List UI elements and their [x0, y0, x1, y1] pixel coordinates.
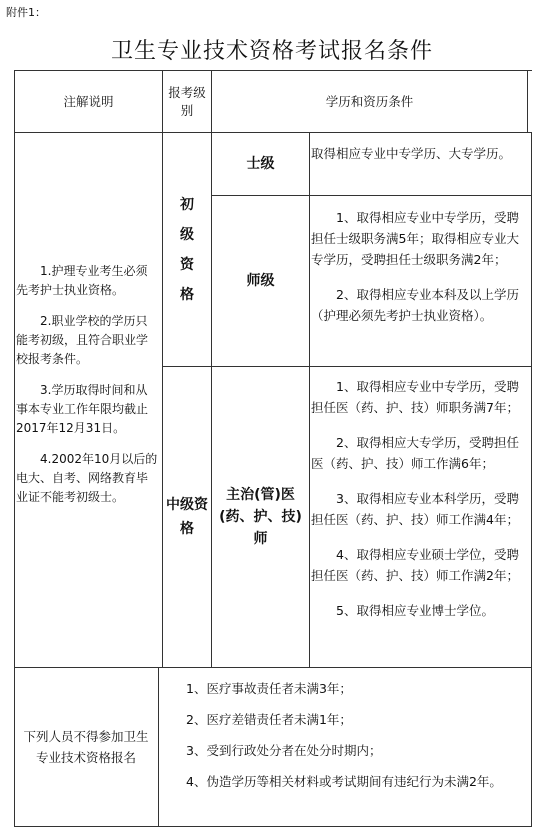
table-border-left	[14, 70, 15, 827]
restriction-item: 3、受到行政处分者在处分时期内；	[186, 743, 382, 758]
note-item: 3.学历取得时间和从事本专业工作年限均截止2017年12月31日。	[16, 383, 149, 435]
condition-item: 5、取得相应专业博士学位。	[336, 603, 494, 618]
note-item: 2.职业学校的学历只能考初级，且符合职业学校报考条件。	[16, 314, 149, 366]
bottom-column-divider	[158, 667, 159, 827]
header-conditions: 学历和资历条件	[325, 94, 414, 109]
note-item: 1.护理专业考生必须先考护士执业资格。	[16, 264, 148, 297]
grade-shiji: 师级	[246, 272, 275, 289]
grade-zhuzhi: 主治(管)医 (药、护、技) 师	[219, 487, 302, 547]
level-junior: 初 级 资 格	[180, 196, 194, 303]
grade-column-divider	[309, 132, 310, 668]
grade-shi: 士级	[246, 155, 275, 172]
condition-item: 1、取得相应专业中专学历，受聘担任士级职务满5年；取得相应专业大专学历，受聘担任士级职务满2年；	[311, 210, 519, 267]
condition-item: 2、取得相应专业本科及以上学历（护理必须先考护士执业资格）。	[311, 287, 519, 323]
notes-cell	[16, 262, 160, 507]
header-level-line2: 别	[180, 102, 194, 118]
header-level	[163, 71, 211, 132]
attachment-label: 附件1：	[6, 6, 46, 19]
condition-zhuzhi	[311, 376, 529, 635]
condition-item: 4、取得相应专业硕士学位，受聘担任医（药、护、技）师工作满2年；	[311, 547, 519, 583]
condition-item: 1、取得相应专业中专学历，受聘担任医（药、护、技）师职务满7年；	[311, 379, 519, 415]
table-border-right	[531, 132, 532, 827]
table-border-bottom	[14, 826, 532, 827]
bottom-label: 下列人员不得参加卫生专业技术资格报名	[23, 729, 149, 765]
header-level-line1: 报考级	[168, 84, 206, 100]
restriction-item: 1、医疗事故责任者未满3年；	[186, 681, 352, 696]
page-title: 卫生专业技术资格考试报名条件	[110, 39, 433, 64]
condition-shiji	[311, 207, 529, 340]
condition-shi: 取得相应专业中专学历、大专学历。	[311, 146, 512, 161]
level-intermediate: 中级资 格	[166, 497, 208, 537]
header-right-border	[527, 70, 528, 132]
restriction-item: 4、伪造学历等相关材料或考试期间有违纪行为未满2年。	[186, 774, 502, 789]
restriction-item: 2、医疗差错责任者未满1年；	[186, 712, 352, 727]
bottom-items	[161, 678, 529, 802]
header-notes: 注解说明	[63, 94, 114, 109]
condition-item: 2、取得相应大专学历，受聘担任医（药、护、技）师工作满6年；	[311, 435, 519, 471]
note-item: 4.2002年10月以后的电大、自考、网络教育毕业证不能考初级士。	[16, 452, 158, 504]
condition-item: 3、取得相应专业本科学历，受聘担任医（药、护、技）师工作满4年；	[311, 491, 519, 527]
